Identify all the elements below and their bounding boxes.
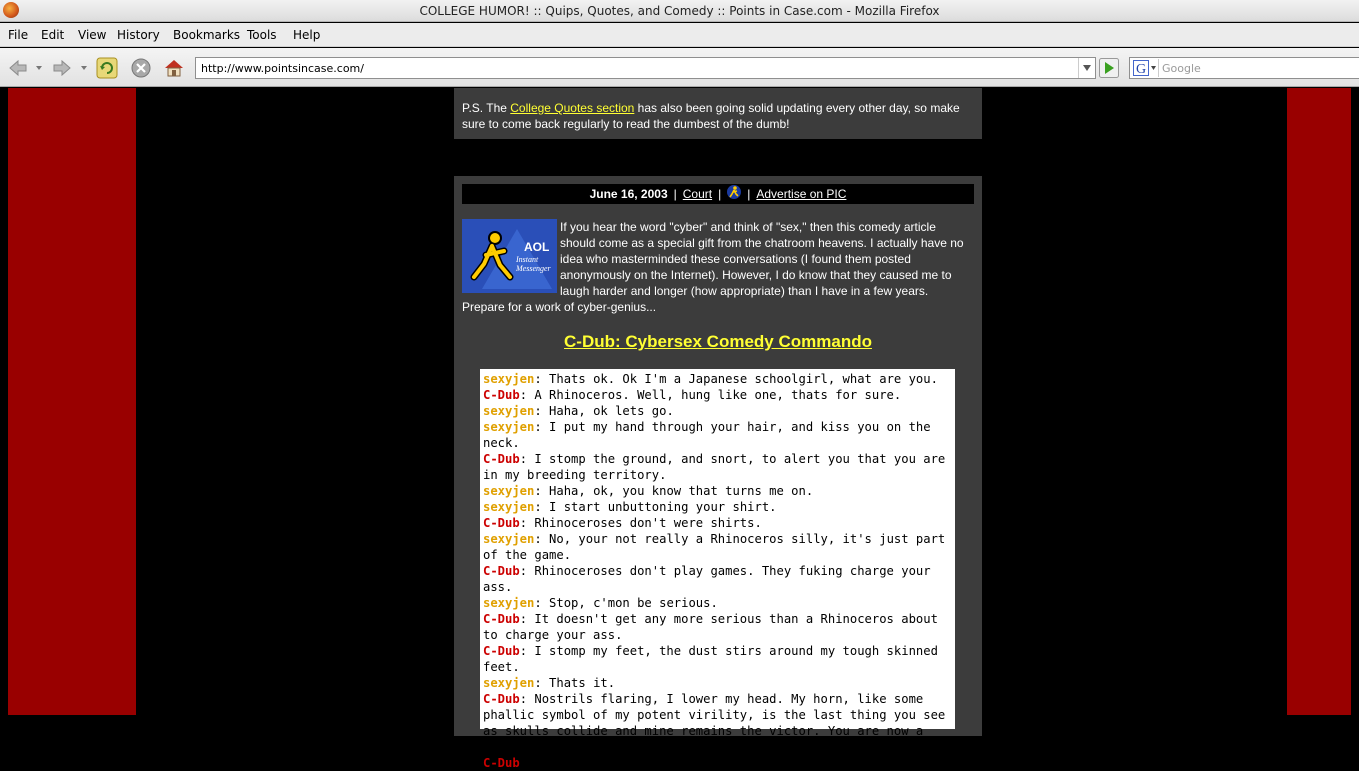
chat-speaker: C-Dub [483, 516, 520, 530]
chat-line [483, 531, 952, 563]
menu-history[interactable]: History [117, 28, 160, 42]
chat-speaker: sexyjen [483, 532, 535, 546]
url-bar[interactable] [195, 57, 1096, 79]
ps-prefix: P.S. The [462, 101, 511, 115]
forward-button[interactable] [51, 57, 73, 79]
go-arrow-icon [1099, 58, 1119, 78]
back-arrow-icon [8, 58, 28, 78]
category-link[interactable]: Court [682, 187, 713, 201]
chat-message: : Haha, ok lets go. [534, 404, 674, 418]
menu-help[interactable]: Help [293, 28, 321, 42]
menu-bookmarks[interactable]: Bookmarks [173, 28, 241, 42]
chat-line [483, 691, 952, 755]
chat-line [483, 755, 952, 771]
forward-arrow-icon [52, 58, 72, 78]
home-button[interactable] [163, 57, 185, 79]
chat-speaker: sexyjen [483, 404, 535, 418]
page-viewport [0, 88, 1359, 770]
chat-speaker: C-Dub [483, 756, 520, 770]
chat-line [483, 483, 952, 499]
back-history-dropdown[interactable] [36, 66, 42, 70]
chat-message: : Thats it. [534, 676, 616, 690]
chat-line [483, 451, 952, 483]
back-button[interactable] [7, 57, 29, 79]
left-side-bar [8, 88, 136, 715]
chat-message: : Nostrils flaring, I lower my head. My horn, like some phallic symbol of my potent virility, is the last thing you see as skulls collide and mine remains the victor. You are now a bloody red ragdoll suspended in the air on my mighty horn. [483, 692, 946, 754]
home-icon [163, 57, 185, 79]
article-date: June 16, 2003 [589, 187, 668, 201]
forward-history-dropdown[interactable] [81, 66, 87, 70]
chat-speaker: sexyjen [483, 420, 535, 434]
chat-speaker: C-Dub [483, 692, 520, 706]
chat-message: : I put my hand through your hair, and kiss you on the neck. [483, 420, 931, 450]
intro-text: If you hear the word "cyber" and think of "sex," then this comedy article should come as a special gift from the chatroom heavens. I actually have no idea who masterminded these conversations (I found them posted anonymously on the Internet). However, I do know that they caused me to laugh harder and longer (how appropriate) than I have in a few years. Prepare for a work of cyber-genius... [462, 220, 964, 314]
google-engine-icon [1133, 60, 1157, 76]
aim-running-man-icon [462, 219, 557, 293]
go-button[interactable] [1099, 58, 1119, 78]
stop-icon [130, 57, 152, 79]
chat-line [483, 403, 952, 419]
article-meta-bar [462, 184, 974, 204]
svg-text:G: G [1136, 62, 1147, 77]
window-titlebar [0, 0, 1359, 22]
chat-message: : I stomp my feet, the dust stirs around my tough skinned feet. [483, 644, 938, 674]
search-bar[interactable] [1129, 57, 1359, 79]
chat-speaker: sexyjen [483, 500, 535, 514]
article-intro [462, 219, 974, 315]
chat-message: : Rhinoceroses don't play games. They fuking charge your ass. [483, 564, 931, 594]
chat-line [483, 563, 952, 595]
url-input[interactable] [196, 58, 1066, 78]
chat-line [483, 675, 952, 691]
chat-message: : Stop, c'mon be serious. [534, 596, 718, 610]
chat-speaker: C-Dub [483, 452, 520, 466]
aol-instant-messenger-logo [462, 219, 557, 293]
chat-message: : Goddamn am I hard now. [519, 756, 696, 770]
svg-text:Instant: Instant [516, 255, 539, 264]
reload-button[interactable] [96, 57, 118, 79]
menu-view[interactable]: View [78, 28, 107, 42]
chat-line [483, 371, 952, 387]
chat-line [483, 499, 952, 515]
right-side-bar [1287, 88, 1351, 715]
menu-edit[interactable]: Edit [41, 28, 65, 42]
chat-message: : Haha, ok, you know that turns me on. [534, 484, 814, 498]
meta-separator: | [673, 187, 677, 201]
advertise-link[interactable]: Advertise on PIC [756, 187, 847, 201]
chat-line [483, 419, 952, 451]
chat-speaker: sexyjen [483, 596, 535, 610]
search-input[interactable] [1162, 59, 1352, 77]
svg-text:AOL: AOL [524, 240, 550, 254]
reload-icon [96, 57, 118, 79]
window-title: COLLEGE HUMOR! :: Quips, Quotes, and Comedy :: Points in Case.com - Mozilla Firefox [419, 4, 940, 18]
aim-running-man-icon[interactable] [727, 184, 741, 200]
chat-message: : I stomp the ground, and snort, to alert you that you are in my breeding territory. [483, 452, 946, 482]
article-title-link[interactable]: C-Dub: Cybersex Comedy Commando [564, 332, 872, 351]
chevron-down-icon [1083, 65, 1091, 71]
article-panel [454, 176, 982, 770]
ps-notice-panel [454, 88, 982, 139]
chat-speaker: sexyjen [483, 372, 535, 386]
chat-message: : A Rhinoceros. Well, hung like one, thats for sure. [519, 388, 902, 402]
chat-speaker: C-Dub [483, 612, 520, 626]
chat-line [483, 515, 952, 531]
stop-button[interactable] [130, 57, 152, 79]
college-quotes-link[interactable]: College Quotes section [510, 101, 635, 115]
meta-separator: | [718, 187, 722, 201]
search-engine-selector[interactable] [1131, 59, 1159, 77]
url-history-dropdown[interactable] [1078, 58, 1095, 78]
menu-bar [0, 23, 1359, 47]
menu-tools[interactable]: Tools [247, 28, 277, 42]
chat-speaker: sexyjen [483, 676, 535, 690]
ps-suffix: has also been going solid updating every other day, so make sure to come back regularly to read the dumbest of the dumb! [462, 101, 960, 131]
chat-line [483, 611, 952, 643]
chat-speaker: C-Dub [483, 388, 520, 402]
meta-separator: | [747, 187, 751, 201]
menu-file[interactable]: File [8, 28, 29, 42]
chat-line [483, 595, 952, 611]
chat-speaker: C-Dub [483, 564, 520, 578]
chat-line [483, 643, 952, 675]
chat-message: : Thats ok. Ok I'm a Japanese schoolgirl, what are you. [534, 372, 938, 386]
article-title [454, 332, 982, 352]
chat-message: : Rhinoceroses don't were shirts. [519, 516, 762, 530]
svg-text:Messenger: Messenger [516, 264, 551, 273]
chat-line [483, 387, 952, 403]
chat-speaker: C-Dub [483, 644, 520, 658]
chat-message: : It doesn't get any more serious than a Rhinoceros about to charge your ass. [483, 612, 938, 642]
chat-message: : I start unbuttoning your shirt. [534, 500, 777, 514]
chat-message: : No, your not really a Rhinoceros silly, it's just part of the game. [483, 532, 946, 562]
chat-transcript [480, 369, 955, 770]
chat-speaker: sexyjen [483, 484, 535, 498]
